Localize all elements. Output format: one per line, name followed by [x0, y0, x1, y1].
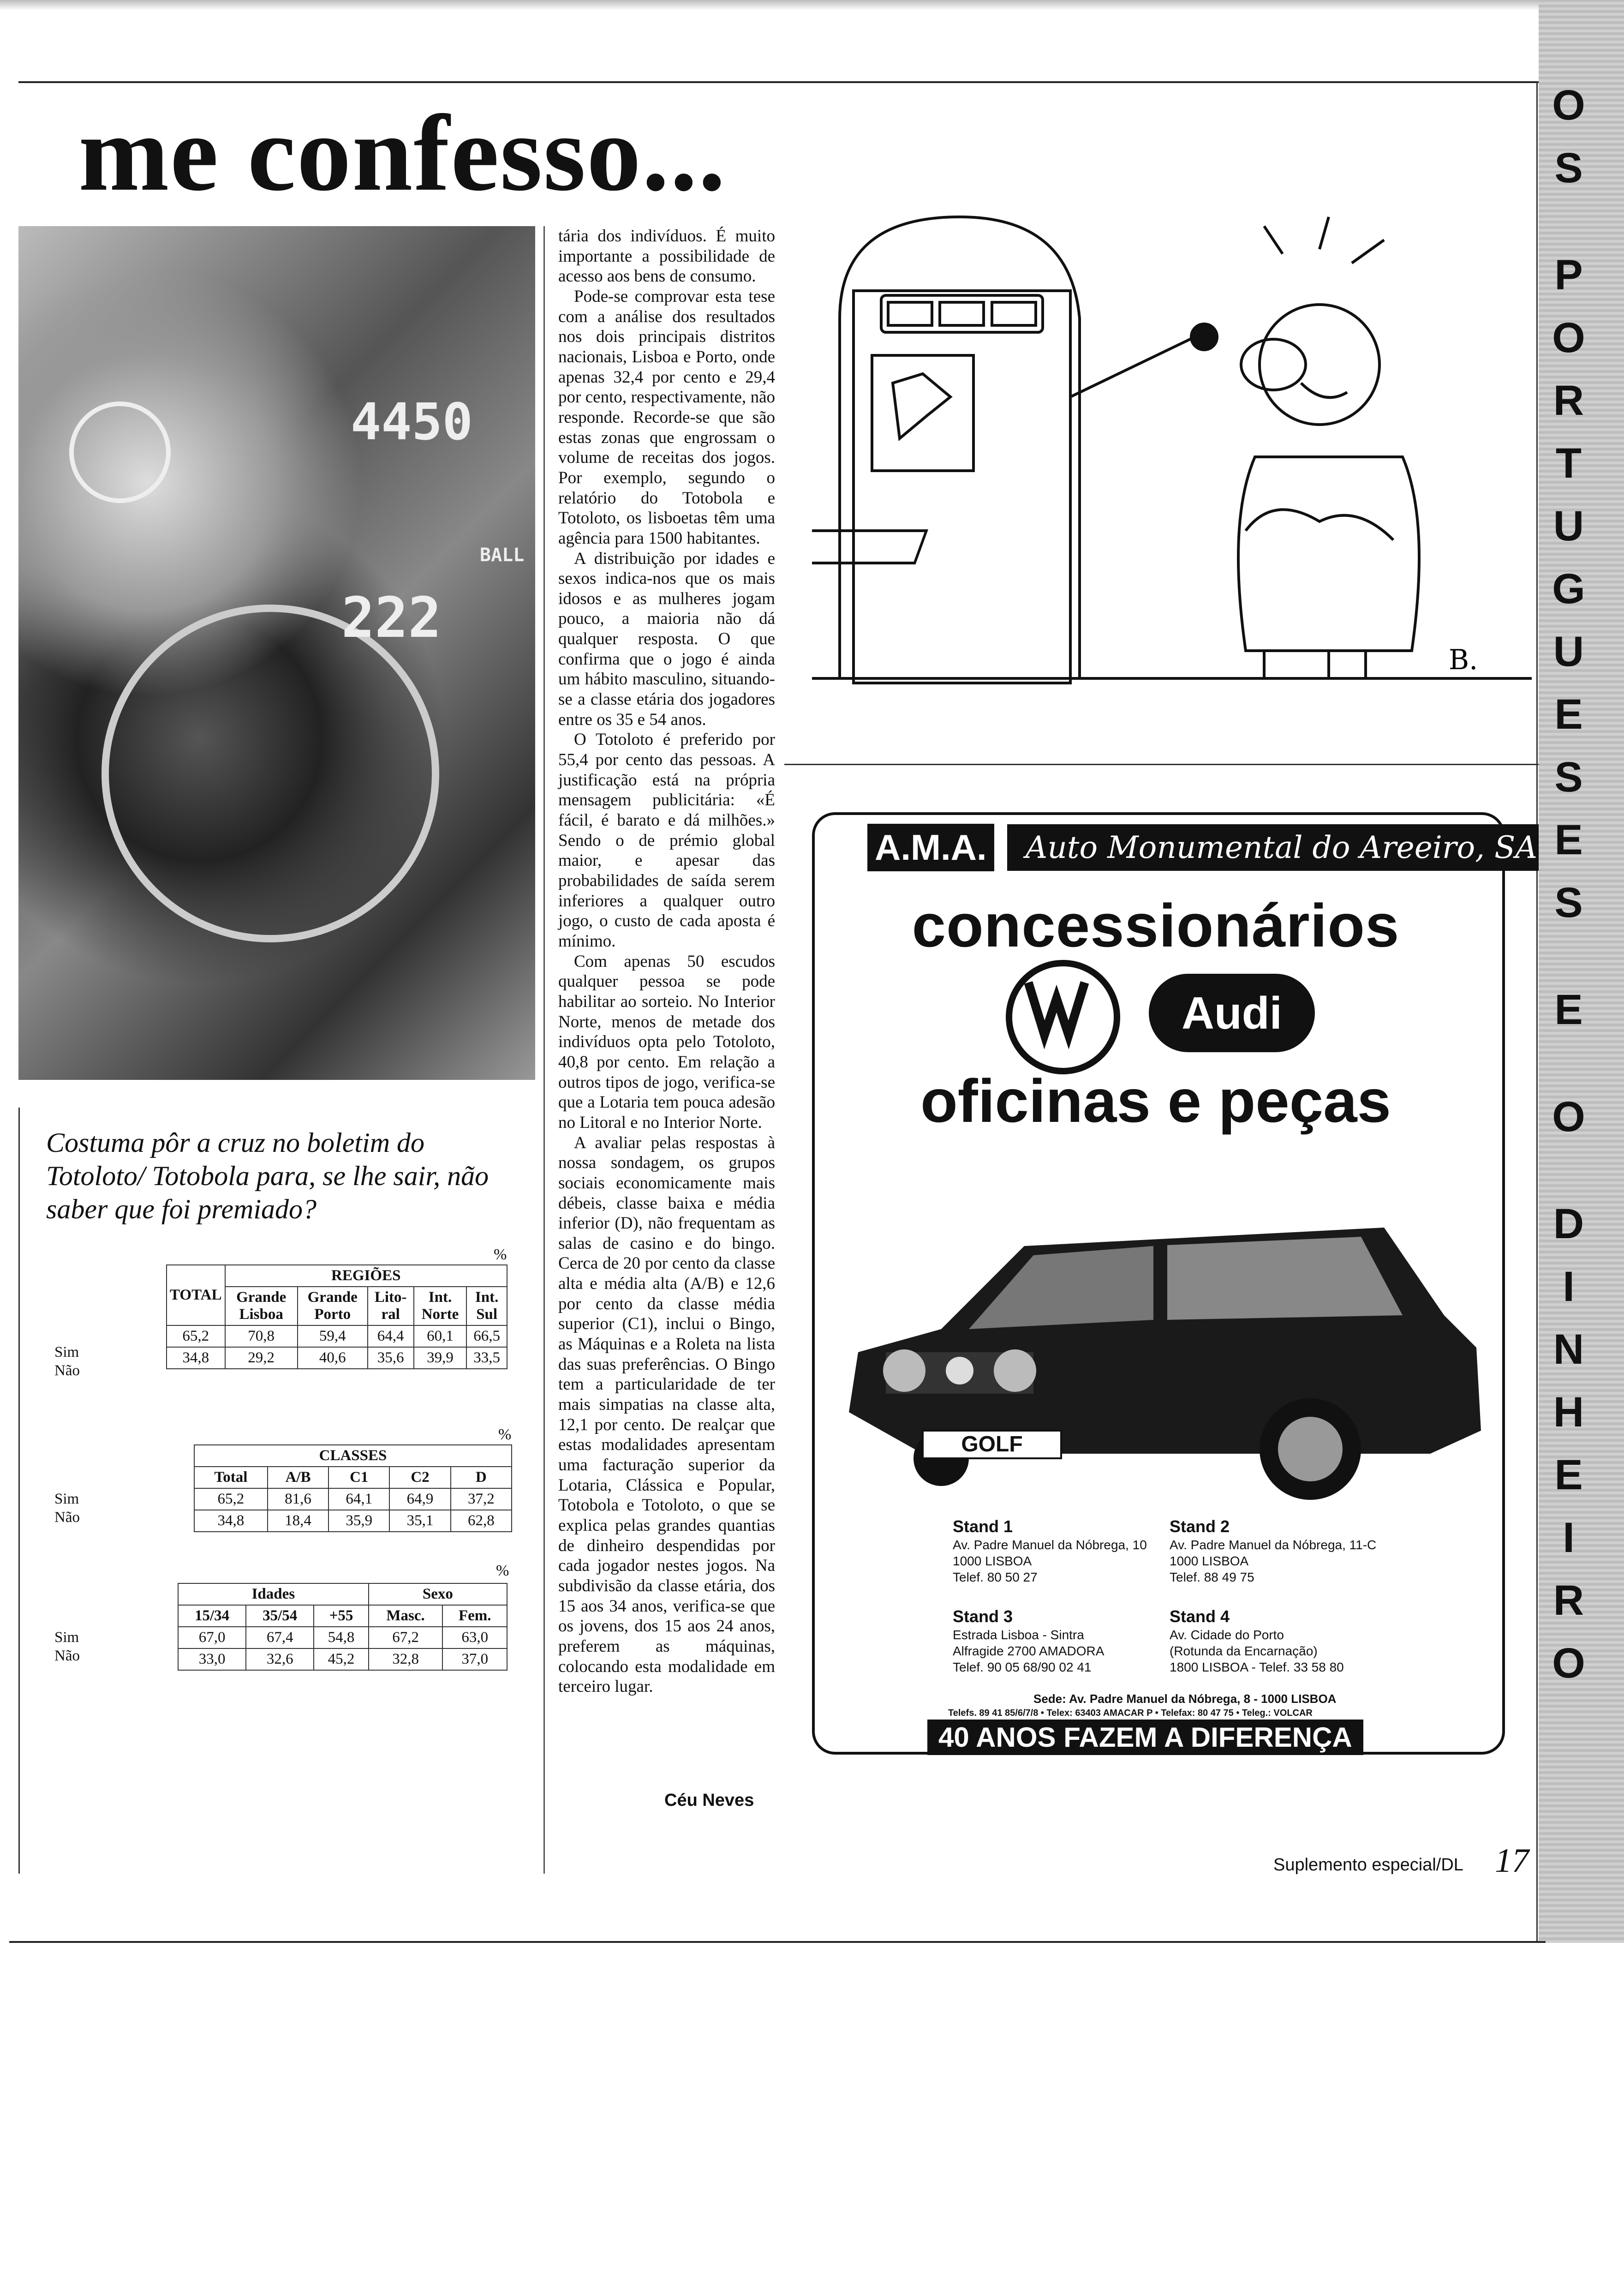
row-labels-idades [54, 1628, 80, 1665]
stand-title: Stand 1 [953, 1517, 1013, 1536]
table-cell: 54,8 [314, 1627, 368, 1648]
wheel-ring [102, 605, 439, 942]
headline: me confesso... [78, 93, 727, 214]
sidebar-letter: R [1553, 1577, 1584, 1624]
table-cell: 37,0 [442, 1648, 507, 1670]
table-cell: 29,2 [225, 1347, 298, 1369]
sidebar-letter: E [1554, 986, 1583, 1033]
sidebar-letter: I [1563, 1514, 1575, 1561]
ad-concessionarios: concessionários [912, 892, 1400, 959]
row-label: Não [54, 1648, 80, 1664]
bottom-rule [9, 1941, 1546, 1943]
table-cell: 45,2 [314, 1648, 368, 1670]
table-cell: 32,8 [369, 1648, 443, 1670]
table-cell: 67,4 [246, 1627, 314, 1648]
top-scan-band [0, 0, 1624, 10]
vw-logo-icon [1006, 960, 1120, 1074]
footer-label: Suplemento especial/DL [1273, 1855, 1463, 1875]
stand-line: Alfragide 2700 AMADORA [953, 1644, 1105, 1658]
photo-ball-label: BALL [480, 545, 525, 566]
table-group-header: REGIÕES [225, 1265, 508, 1287]
stand-3 [953, 1606, 1104, 1675]
table-header: Lito- ral [368, 1287, 414, 1325]
table-cell: 64,1 [328, 1488, 389, 1510]
table-row [194, 1488, 512, 1510]
table-cell: 39,9 [414, 1347, 467, 1369]
sidebar-letter: R [1553, 377, 1584, 424]
table-header: D [451, 1467, 512, 1488]
pct-label: % [498, 1426, 512, 1443]
sidebar-letter: H [1553, 1389, 1584, 1436]
audi-logo: Audi [1149, 974, 1315, 1052]
row-label: Sim [54, 1344, 79, 1360]
eye-ring [69, 401, 171, 503]
sidebar-letter: O [1552, 1093, 1585, 1140]
table-header: C1 [328, 1467, 389, 1488]
ad-slogan: 40 ANOS FAZEM A DIFERENÇA [927, 1720, 1363, 1755]
ad-sede: Sede: Av. Padre Manuel da Nóbrega, 8 - 1000 LISBOA [1033, 1692, 1337, 1706]
row-label: Não [54, 1509, 80, 1526]
sidebar-letter: S [1554, 879, 1583, 926]
table-row [178, 1627, 507, 1648]
stand-line: Telef. 88 49 75 [1170, 1570, 1254, 1584]
row-label: Não [54, 1362, 80, 1379]
table-header: Int. Norte [414, 1287, 467, 1325]
article-paragraph: Pode-se comprovar esta tese com a análise dos resultados nos dois principais distritos nacionais, Lisboa e Porto, onde apenas 32,4 por cento e 29,4 por cento, respectivamente, não responde. Recorde-se que são estas zonas que engrossam o volume de receitas dos jogos. Por exemplo, segundo o relatório do Totobola e Totoloto, os lisboetas têm uma agência para 1500 habitantes. [558, 287, 775, 548]
stand-title: Stand 2 [1170, 1517, 1230, 1536]
sidebar-letter [1543, 943, 1594, 988]
gaming-collage-photo [18, 226, 535, 1080]
table-row [194, 1510, 512, 1532]
cartoon-signature: B. [1449, 644, 1478, 676]
article-paragraph: tária dos indivíduos. É muito importante a possibilidade de acesso aos bens de consumo. [558, 227, 775, 286]
table-cell: 62,8 [451, 1510, 512, 1532]
stand-line: (Rotunda da Encarnação) [1170, 1644, 1318, 1658]
sidebar-letter: G [1552, 565, 1585, 612]
table-cell: 40,6 [298, 1347, 368, 1369]
table-header: Grande Lisboa [225, 1287, 298, 1325]
column-rule [543, 226, 545, 1874]
sidebar-letter: U [1553, 628, 1584, 675]
stand-line: 1800 LISBOA - Telef. 33 58 80 [1170, 1660, 1344, 1674]
table-row [167, 1347, 507, 1369]
stand-4 [1170, 1606, 1344, 1675]
table-cell: 65,2 [194, 1488, 268, 1510]
stand-line: 1000 LISBOA [1170, 1554, 1249, 1568]
stand-line: Estrada Lisboa - Sintra [953, 1628, 1084, 1642]
stand-line: Av. Padre Manuel da Nóbrega, 11-C [1170, 1538, 1377, 1552]
sidebar-letter: O [1552, 82, 1585, 129]
table-header: Total [194, 1467, 268, 1488]
sidebar-letter: D [1553, 1200, 1584, 1247]
sidebar-letter: S [1554, 144, 1583, 192]
table-header: +55 [314, 1605, 368, 1627]
right-rule [1536, 81, 1538, 1941]
table-cell: 64,9 [389, 1488, 450, 1510]
sidebar-letter [1543, 1157, 1594, 1202]
table-header: Masc. [369, 1605, 443, 1627]
table-cell: 37,2 [451, 1488, 512, 1510]
survey-question: Costuma pôr a cruz no boletim do Totoloto/ Totobola para, se lhe sair, não saber que foi premiado? [46, 1127, 489, 1224]
table-idades-sexo [178, 1583, 508, 1671]
row-label: Sim [54, 1491, 79, 1507]
sidebar-letter: P [1554, 252, 1583, 299]
mid-rule [784, 764, 1541, 765]
table-group-header: CLASSES [194, 1445, 512, 1467]
ad-contacts: Telefs. 89 41 85/6/7/8 • Telex: 63403 AMACAR P • Telefax: 80 47 75 • Teleg.: VOLCAR [948, 1708, 1313, 1718]
article-paragraph: A avaliar pelas respostas à nossa sondagem, os grupos sociais economicamente mais débeis, classe baixa e média inferior (D), não frequentam as salas de casino e do bingo. Cerca de 20 por cento da classe alta e média alta (A/B) e 12,6 por cento da classe média superior (C1), inclui o Bingo, as Máquinas e a Roleta na lista das suas preferências. O Bingo tem a particularidade de ter mais simpatias na classe alta, 12,1 por cento. De realçar que estas modalidades apresentam uma facturação superior da Lotaria, Clássica e Popular, Totobola e Totoloto, o que se explica pelas grandes quantias de dinheiro despendidas por cada jogador nestes jogos. Na subdivisão da classe etária, dos 15 aos 34 anos, verifica-se que os jovens, dos 15 aos 24 anos, preferem as máquinas, colocando esta modalidade em terceiro lugar. [558, 1133, 775, 1696]
sidebar-letter: T [1555, 440, 1582, 487]
table-cell: 66,5 [466, 1325, 507, 1347]
ama-logo: A.M.A. [867, 824, 994, 871]
car-plate: GOLF [961, 1432, 1023, 1456]
article-paragraph: A distribuição por idades e sexos indica-nos que os mais idosos e as mulheres jogam pouco, a maioria não dá qualquer resposta. O que confirma que o jogo é ainda um hábito masculino, situando-se a classe etária dos jogadores entre os 35 e 54 anos. [558, 549, 775, 729]
pct-label: % [496, 1562, 509, 1579]
table-cell: 18,4 [268, 1510, 328, 1532]
table-cell: 35,9 [328, 1510, 389, 1532]
table-cell: 33,5 [466, 1347, 507, 1369]
table-header: A/B [268, 1467, 328, 1488]
row-label: Sim [54, 1629, 79, 1646]
table-cell: 65,2 [167, 1325, 225, 1347]
table-header: Grande Porto [298, 1287, 368, 1325]
sidebar-letter: S [1554, 754, 1583, 801]
sidebar-letter: E [1554, 691, 1583, 738]
row-labels-regioes [54, 1343, 80, 1380]
table-group-header: Sexo [369, 1583, 507, 1605]
ad-oficinas: oficinas e peças [920, 1067, 1391, 1135]
stand-line: Telef. 90 05 68/90 02 41 [953, 1660, 1092, 1674]
sidebar-letter: E [1554, 1451, 1583, 1498]
table-cell: 34,8 [167, 1347, 225, 1369]
pct-label: % [494, 1246, 507, 1263]
table-cell: 32,6 [246, 1648, 314, 1670]
sidebar-letter: U [1553, 503, 1584, 550]
row-labels-classes [54, 1490, 80, 1527]
sidebar-letter: E [1554, 816, 1583, 863]
table-row [167, 1325, 507, 1347]
table-cell: 34,8 [194, 1510, 268, 1532]
table-row [178, 1648, 507, 1670]
sidebar-vertical-title [1543, 83, 1594, 1704]
table-header: C2 [389, 1467, 450, 1488]
article-paragraph: O Totoloto é preferido por 55,4 por cento das pessoas. A justificação está na própria mensagem publicitária: «É fácil, é barato e dá milhões.» Sendo o de prémio global maior, e apesar das probabilidades de saída serem inferiores a qualquer outro jogo, o custo de cada aposta é mínimo. [558, 730, 775, 951]
photo-digits-mid: 222 [341, 586, 442, 650]
photo-digits-top: 4450 [351, 392, 473, 451]
stand-2 [1170, 1516, 1376, 1585]
table-header: 15/34 [178, 1605, 246, 1627]
company-name: Auto Monumental do Areeiro, SA [1007, 824, 1556, 871]
top-rule [18, 81, 1541, 83]
table-cell: 63,0 [442, 1627, 507, 1648]
table-header: 35/54 [246, 1605, 314, 1627]
table-cell: 70,8 [225, 1325, 298, 1347]
table-cell: 33,0 [178, 1648, 246, 1670]
sidebar-letter: O [1552, 314, 1585, 361]
stand-1 [953, 1516, 1147, 1585]
table-regioes [166, 1264, 508, 1369]
sidebar-letter [1543, 1050, 1594, 1095]
article-paragraph: Com apenas 50 escudos qualquer pessoa se pode habilitar ao sorteio. No Interior Norte, menos de metade dos indivíduos opta pelo Totoloto, 40,8 por cento. Em relação a outros tipos de jogo, verifica-se que a Lotaria tem pouca adesão no Litoral e no Interior Norte. [558, 952, 775, 1132]
table-header: Fem. [442, 1605, 507, 1627]
stand-line: 1000 LISBOA [953, 1554, 1032, 1568]
table-classes [194, 1444, 512, 1532]
table-cell: 67,2 [369, 1627, 443, 1648]
stand-line: Telef. 80 50 27 [953, 1570, 1038, 1584]
page-number: 17 [1495, 1842, 1529, 1880]
sidebar-letter [1543, 209, 1594, 253]
sidebar-letter: O [1552, 1640, 1585, 1687]
table-cell: 35,1 [389, 1510, 450, 1532]
author-byline: Céu Neves [664, 1791, 754, 1810]
table-cell: 35,6 [368, 1347, 414, 1369]
article-column [558, 226, 775, 1697]
stand-title: Stand 3 [953, 1607, 1013, 1626]
table-cell: 67,0 [178, 1627, 246, 1648]
table-cell: 60,1 [414, 1325, 467, 1347]
stand-line: Av. Padre Manuel da Nóbrega, 10 [953, 1538, 1147, 1552]
stand-title: Stand 4 [1170, 1607, 1230, 1626]
table-header: TOTAL [167, 1265, 225, 1325]
slot-machine-cartoon [812, 198, 1532, 706]
stand-line: Av. Cidade do Porto [1170, 1628, 1284, 1642]
sidebar-letter: N [1553, 1326, 1584, 1373]
table-cell: 59,4 [298, 1325, 368, 1347]
ad-header [867, 824, 1556, 871]
sidebar-letter: I [1563, 1263, 1575, 1310]
table-cell: 64,4 [368, 1325, 414, 1347]
table-header: Int. Sul [466, 1287, 507, 1325]
table-cell: 81,6 [268, 1488, 328, 1510]
table-group-header: Idades [178, 1583, 369, 1605]
golf-car-illustration [830, 1154, 1504, 1514]
